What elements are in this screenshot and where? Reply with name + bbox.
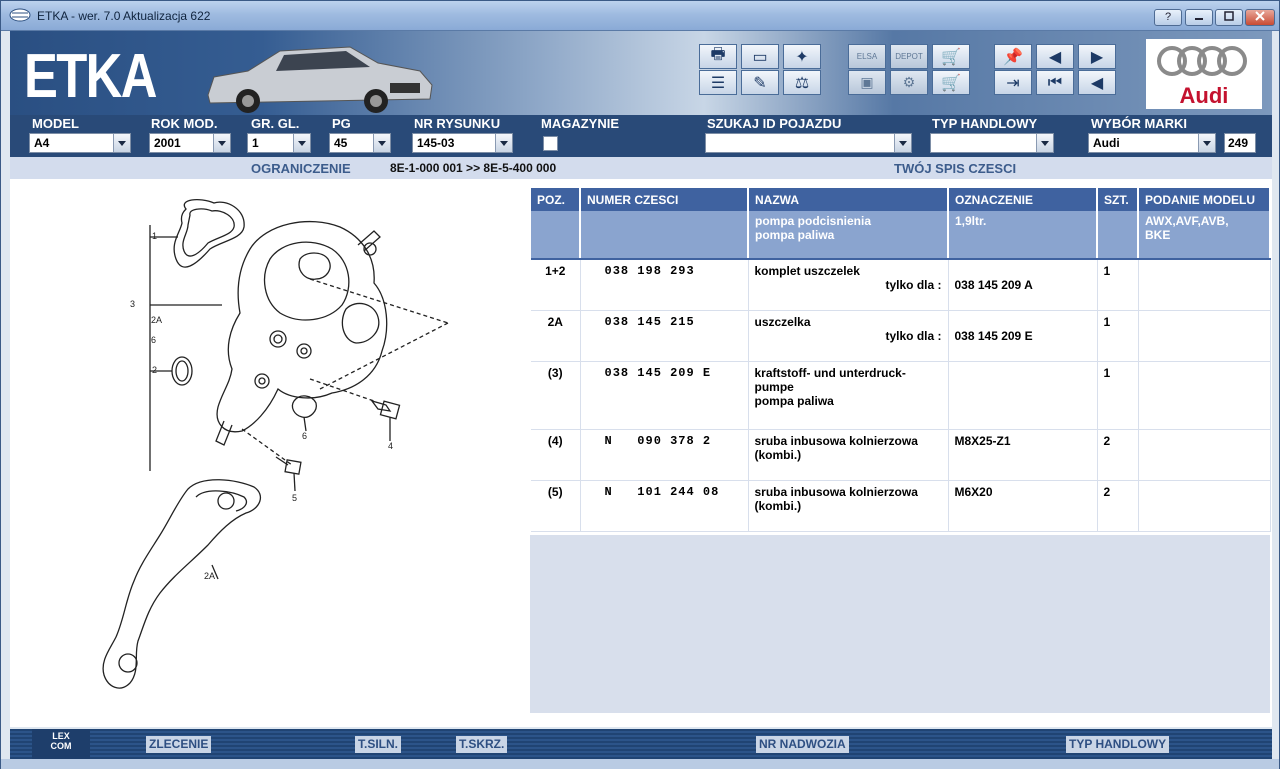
back-icon[interactable]: ◀ <box>1078 70 1116 95</box>
gearbox-type-button[interactable]: T.SKRZ. <box>456 736 507 753</box>
window-title: ETKA - wer. 7.0 Aktualizacja 622 <box>37 9 211 23</box>
cell-qty: 1 <box>1097 310 1138 361</box>
drawing-number-value: 145-03 <box>417 136 455 150</box>
brand-count: 249 <box>1224 133 1256 153</box>
next-page-icon[interactable]: ▶ <box>1078 44 1116 69</box>
cell-name <box>748 429 948 480</box>
cell-number: 038 145 215 <box>580 310 748 361</box>
year-label: ROK MOD. <box>151 116 218 131</box>
cell-designation: 1,9ltr. <box>948 211 1097 259</box>
print-icon[interactable]: 🖶 <box>699 44 737 69</box>
row-name: komplet uszczelek <box>754 264 860 278</box>
callout-2a-b: 2A <box>204 571 216 581</box>
cell-model <box>1138 361 1270 429</box>
callout-6b: 6 <box>302 431 308 441</box>
cell-name <box>748 480 948 531</box>
cell-designation: M6X20 <box>948 480 1097 531</box>
window-icon[interactable]: ▭ <box>741 44 779 69</box>
cell-qty: 2 <box>1097 429 1138 480</box>
cell-pos: 2A <box>531 310 580 361</box>
vehicle-id-label: SZUKAJ ID POJAZDU <box>707 116 842 131</box>
prev-page-icon[interactable]: ◀ <box>1036 44 1074 69</box>
cart-icon[interactable]: 🛒 <box>932 70 970 95</box>
cell-qty: 1 <box>1097 259 1138 310</box>
row-name-2: pumpe <box>754 379 794 394</box>
chevron-down-icon[interactable] <box>894 134 911 152</box>
selection-fields <box>10 115 1272 157</box>
close-icon <box>1254 10 1266 22</box>
maximize-icon <box>1223 10 1235 22</box>
car-image <box>200 37 440 115</box>
drawing-number-select[interactable] <box>412 133 513 153</box>
callout-4: 4 <box>388 441 394 451</box>
brand-label: WYBÓR MARKI <box>1091 116 1188 131</box>
elsa-icon[interactable]: ELSA <box>848 44 886 69</box>
lexcom-line-2: COM <box>50 741 72 751</box>
row-designation: 038 145 209 A <box>954 278 1033 292</box>
device-icon[interactable]: ▣ <box>848 70 886 95</box>
main-group-select[interactable] <box>247 133 311 153</box>
scale-icon[interactable]: ⚖ <box>783 70 821 95</box>
lexcom-logo <box>32 729 90 759</box>
table-row[interactable] <box>531 361 1270 429</box>
table-row[interactable] <box>531 310 1270 361</box>
col-qty[interactable]: SZT. <box>1097 188 1138 211</box>
chevron-down-icon[interactable] <box>213 134 230 152</box>
app-icon <box>9 8 31 22</box>
cell-designation <box>948 361 1097 429</box>
audi-wordmark: Audi <box>1179 83 1229 108</box>
minimize-button[interactable] <box>1185 9 1213 26</box>
row-designation: 038 145 209 E <box>954 328 1033 343</box>
brand-value: Audi <box>1093 136 1120 150</box>
cell <box>580 211 748 259</box>
audi-rings-icon <box>1146 39 1262 79</box>
depot-icon[interactable]: DEPOT <box>890 44 928 69</box>
cell-model <box>1138 259 1270 310</box>
cell-qty: 2 <box>1097 480 1138 531</box>
col-pos[interactable]: POZ. <box>531 188 580 211</box>
car-service-icon[interactable]: ⚙ <box>890 70 928 95</box>
brand-select[interactable] <box>1088 133 1216 153</box>
bottom-bar <box>10 729 1272 759</box>
cell-pos: 1+2 <box>531 259 580 310</box>
cell-name <box>748 310 948 361</box>
row-name-2: (kombi.) <box>754 498 802 513</box>
chevron-down-icon[interactable] <box>1198 134 1215 152</box>
cell-number: N 090 378 2 <box>580 429 748 480</box>
pin-icon[interactable]: 📌 <box>994 44 1032 69</box>
pg-label: PG <box>332 116 351 131</box>
chevron-down-icon[interactable] <box>293 134 310 152</box>
parts-table-area <box>530 179 1272 727</box>
highlight-name-1: pompa podcisnienia <box>755 214 872 228</box>
engine-type-button[interactable]: T.SILN. <box>355 736 401 753</box>
order-button[interactable]: ZLECENIE <box>146 736 211 753</box>
main-group-value: 1 <box>252 136 259 150</box>
list-icon[interactable]: ☰ <box>699 70 737 95</box>
trade-type-button[interactable]: TYP HANDLOWY <box>1066 736 1169 753</box>
row-name-3: pompa paliwa <box>754 393 834 408</box>
highlight-model-2: BKE <box>1145 228 1171 242</box>
title-bar <box>1 1 1279 31</box>
table-row[interactable] <box>531 429 1270 480</box>
col-model[interactable]: PODANIE MODELU <box>1138 188 1270 211</box>
cell-model <box>1138 211 1270 259</box>
close-button[interactable] <box>1245 9 1275 26</box>
callout-1: 1 <box>152 231 158 241</box>
cell-pos: (3) <box>531 361 580 429</box>
col-designation[interactable]: OZNACZENIE <box>948 188 1097 211</box>
drawing-number-label: NR RYSUNKU <box>414 116 501 131</box>
status-bar <box>1 759 1279 769</box>
row-name: uszczelka <box>754 314 811 329</box>
cell-name <box>748 259 948 310</box>
table-row-highlight[interactable] <box>531 211 1270 259</box>
row-name: sruba inbusowa kolnierzowa <box>754 433 918 448</box>
lexcom-line-1: LEX <box>52 731 70 741</box>
callout-3: 3 <box>130 299 136 309</box>
app-header <box>10 31 1272 115</box>
body-number-button[interactable]: NR NADWOZIA <box>756 736 849 753</box>
trade-type-select[interactable] <box>930 133 1054 153</box>
chevron-down-icon[interactable] <box>113 134 130 152</box>
restriction-bar <box>10 157 1272 179</box>
callout-6: 6 <box>151 335 157 345</box>
main-group-label: GR. GL. <box>251 116 300 131</box>
model-value: A4 <box>34 136 50 150</box>
row-name-2: (kombi.) <box>754 447 802 462</box>
table-row[interactable] <box>531 259 1270 310</box>
parts-table <box>531 188 1271 532</box>
trade-type-label: TYP HANDLOWY <box>932 116 1038 131</box>
parts-list-link[interactable]: TWÓJ SPIS CZESCI <box>894 161 1017 176</box>
year-select[interactable] <box>149 133 231 153</box>
only-for-label: tylko dla : <box>885 328 942 343</box>
cell-model <box>1138 310 1270 361</box>
model-label: MODEL <box>32 116 79 131</box>
table-row[interactable] <box>531 480 1270 531</box>
cell-qty: 1 <box>1097 361 1138 429</box>
cell-number: 038 198 293 <box>580 259 748 310</box>
highlight-name-2: pompa paliwa <box>755 228 835 242</box>
minimize-icon <box>1193 10 1205 22</box>
cell-designation: M8X25-Z1 <box>948 429 1097 480</box>
cell-name <box>748 211 948 259</box>
cell-model <box>1138 480 1270 531</box>
exit-icon[interactable]: ⇥ <box>994 70 1032 95</box>
callout-5: 5 <box>292 493 298 503</box>
stock-checkbox[interactable] <box>543 136 558 151</box>
money-icon[interactable]: ✦ <box>783 44 821 69</box>
cell-number: 038 145 209 E <box>580 361 748 429</box>
help-button[interactable]: ? <box>1154 9 1182 26</box>
cell <box>1097 211 1138 259</box>
maximize-button[interactable] <box>1215 9 1243 26</box>
etka-logo: ETKA <box>24 42 156 111</box>
audi-logo <box>1146 39 1262 109</box>
exploded-drawing <box>10 179 530 727</box>
vehicle-id-select[interactable] <box>705 133 912 153</box>
cell-pos: (5) <box>531 480 580 531</box>
chevron-down-icon[interactable] <box>373 134 390 152</box>
stock-label: MAGAZYNIE <box>541 116 619 131</box>
restriction-label: OGRANICZENIE <box>251 161 351 176</box>
chevron-down-icon[interactable] <box>1036 134 1053 152</box>
cell-name <box>748 361 948 429</box>
cell-designation <box>948 310 1097 361</box>
pencil-icon[interactable]: ✎ <box>741 70 779 95</box>
cell <box>531 211 580 259</box>
cell-model <box>1138 429 1270 480</box>
col-number[interactable]: NUMER CZESCI <box>580 188 748 211</box>
callout-2: 2 <box>152 365 158 375</box>
carts-icon[interactable]: 🛒 <box>932 44 970 69</box>
callout-2a: 2A <box>151 315 163 325</box>
table-empty-area <box>530 535 1270 713</box>
model-select[interactable] <box>29 133 131 153</box>
highlight-model-1: AWX,AVF,AVB, <box>1145 214 1229 228</box>
first-icon[interactable]: ⏮ <box>1036 70 1074 95</box>
cell-pos: (4) <box>531 429 580 480</box>
row-name: sruba inbusowa kolnierzowa <box>754 484 918 499</box>
row-name: kraftstoff- und unterdruck- <box>754 365 906 380</box>
restriction-value: 8E-1-000 001 >> 8E-5-400 000 <box>390 161 557 175</box>
col-name[interactable]: NAZWA <box>748 188 948 211</box>
pg-value: 45 <box>334 136 348 150</box>
year-value: 2001 <box>154 136 181 150</box>
table-header-row <box>531 188 1270 211</box>
only-for-label: tylko dla : <box>885 278 942 292</box>
pg-select[interactable] <box>329 133 391 153</box>
chevron-down-icon[interactable] <box>495 134 512 152</box>
cell-designation <box>948 259 1097 310</box>
cell-number: N 101 244 08 <box>580 480 748 531</box>
